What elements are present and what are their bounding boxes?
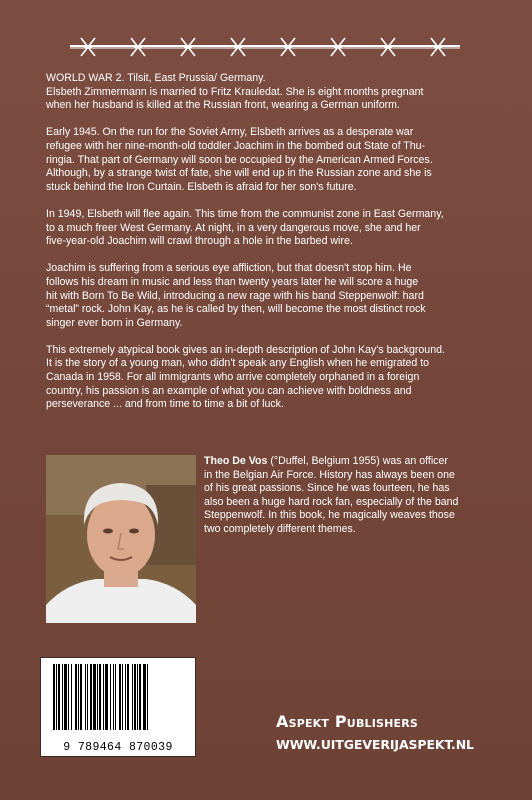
- publisher-block: [276, 712, 516, 752]
- barcode-bar: [122, 664, 123, 730]
- isbn-barcode: [40, 657, 196, 757]
- text-line: Canada in 1958. For all immigrants who arrive completely orphaned in a foreign: [46, 371, 420, 384]
- barcode-bar: [110, 664, 111, 730]
- text-line: singer ever born in Germany.: [46, 316, 183, 329]
- barcode-bar: [132, 664, 133, 730]
- barcode-bar: [85, 664, 86, 730]
- barcode-bar: [75, 664, 77, 730]
- blurb-paragraph-3: [46, 208, 486, 249]
- barcode-bar: [125, 664, 126, 730]
- barcode-bar: [115, 664, 116, 730]
- text-line: to a much freer West Germany. At night, in a very dangerous move, she and her: [46, 221, 421, 234]
- text-line: Steppenwolf. In this book, he magically weaves those: [204, 509, 455, 522]
- barcode-bar: [93, 664, 96, 730]
- publisher-url: WWW.UITGEVERIJASPEKT.NL: [276, 737, 474, 752]
- barcode-bar: [53, 664, 55, 730]
- barcode-bar: [139, 664, 141, 730]
- barcode-bar: [137, 664, 138, 730]
- barcode-bar: [147, 664, 148, 730]
- author-portrait-illustration: [46, 455, 196, 623]
- text-line: Early 1945. On the run for the Soviet Army, Elsbeth arrives as a desperate war: [46, 126, 414, 139]
- text-line: In 1949, Elsbeth will flee again. This time from the communist zone in East Germany,: [46, 207, 444, 220]
- text-line: Joachim is suffering from a serious eye affliction, but that doesn't stop him. He: [46, 262, 412, 275]
- blurb-paragraph-5: [46, 344, 486, 412]
- barcode-bar: [58, 664, 60, 730]
- text-line: stuck behind the Iron Curtain. Elsbeth is afraid for her son's future.: [46, 180, 357, 193]
- blurb: [46, 72, 486, 425]
- barcode-bar: [87, 664, 88, 730]
- text-line: (°Duffel, Belgium 1955) was an officer: [267, 455, 448, 467]
- barcode-bar: [134, 664, 136, 730]
- blurb-paragraph-1: [46, 72, 486, 113]
- text-line: two completely different themes.: [204, 522, 356, 535]
- blurb-paragraph-4: [46, 262, 486, 330]
- barcode-bar: [64, 664, 67, 730]
- text-line: five-year-old Joachim will crawl through a hole in the barbed wire.: [46, 235, 353, 248]
- text-line: It is the story of a young man, who didn't speak any English when he emigrated to: [46, 357, 430, 370]
- text-line: This extremely atypical book gives an in-depth description of John Kay's background.: [46, 343, 445, 356]
- text-line: Elsbeth Zimmermann is married to Fritz Krauledat. She is eight months pregnant: [46, 85, 424, 98]
- publisher-name: Aspekt Publishers: [276, 712, 419, 731]
- author-name: Theo De Vos: [204, 455, 268, 467]
- author-bio-first-line: [204, 455, 448, 467]
- barcode-bar: [119, 664, 121, 730]
- text-line: hit with Born To Be Wild, introducing a new rage with his band Steppenwolf: hard: [46, 289, 424, 302]
- text-line: country, his passion is an example of what you can achieve with boldness and: [46, 384, 412, 397]
- text-line: refugee with her nine-month-old toddler Joachim in the bombed out State of Thu-: [46, 139, 426, 152]
- blurb-paragraph-2: [46, 126, 486, 194]
- author-photo: [46, 455, 196, 623]
- barcode-bars: [51, 664, 185, 730]
- text-line: “metal” rock. John Kay, as he is called by then, will become the most distinct rock: [46, 303, 426, 316]
- barcode-bar: [62, 664, 63, 730]
- author-bio: [204, 455, 488, 537]
- text-line: when her husband is killed at the Russian front, wearing a German uniform.: [46, 99, 400, 112]
- barcode-bar: [113, 664, 114, 730]
- barcode-bar: [103, 664, 104, 730]
- barcode-bar: [99, 664, 101, 730]
- text-line: perseverance ... and from time to time a bit of luck.: [46, 398, 284, 411]
- text-line: Although, by a strange twist of fate, she will end up in the Russian zone and she is: [46, 167, 432, 180]
- barcode-bar: [78, 664, 79, 730]
- barcode-bar: [71, 664, 72, 730]
- barcode-bar: [105, 664, 108, 730]
- text-line: of his great passions. Since he was fourteen, he has: [204, 482, 450, 495]
- text-line: in the Belgian Air Force. History has always been one: [204, 468, 455, 481]
- text-line: WORLD WAR 2. Tilsit, East Prussia/ Germany.: [46, 72, 266, 84]
- text-line: follows his dream in music and less than twenty years later he will score a huge: [46, 275, 419, 288]
- barcode-bar: [68, 664, 69, 730]
- barcode-bar: [80, 664, 82, 730]
- barcode-bar: [90, 664, 92, 730]
- barbed-wire-divider: [70, 36, 460, 58]
- barcode-bar: [127, 664, 129, 730]
- isbn-number: 9 789464 870039: [63, 741, 173, 754]
- barcode-bar: [143, 664, 146, 730]
- barcode-bar: [56, 664, 57, 730]
- text-line: also been a huge hard rock fan, especially of the band: [204, 495, 459, 508]
- text-line: ringia. That part of Germany will soon be occupied by the American Armed Forces.: [46, 153, 433, 166]
- barcode-bar: [97, 664, 98, 730]
